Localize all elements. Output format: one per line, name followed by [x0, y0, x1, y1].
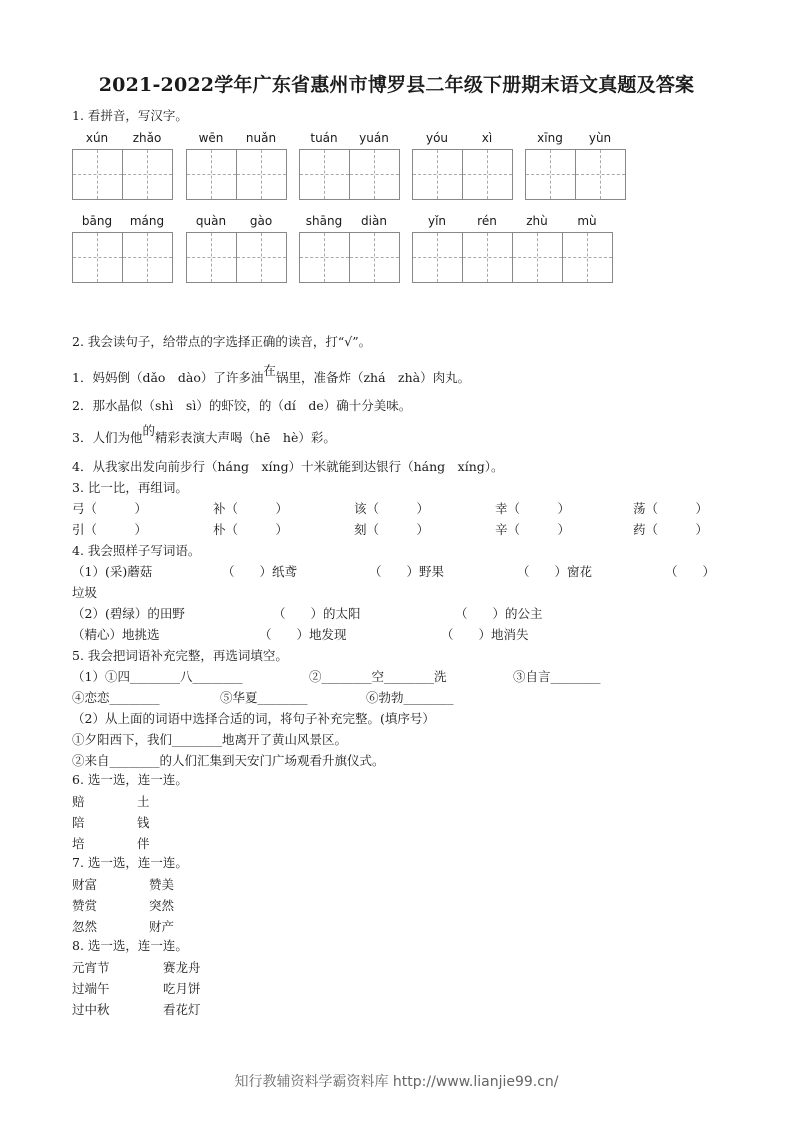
pinyin-label: shāng [305, 214, 343, 228]
writing-cell[interactable] [413, 233, 463, 282]
q4-heading: 4. 我会照样子写词语。 [72, 543, 201, 558]
q2-s1-part-c: 锅里，准备炸（zhá zhà）肉丸。 [275, 370, 471, 385]
q2-s3-raised-char: 的 [142, 423, 155, 438]
pinyin-label: xì [481, 131, 493, 145]
writing-cell[interactable] [350, 233, 399, 282]
q7-left-item: 赞赏 [72, 898, 98, 913]
q8-left-item: 过端午 [72, 981, 110, 996]
q8-left-item: 过中秋 [72, 1002, 110, 1017]
pinyin-label: zhù [526, 214, 548, 228]
pinyin-group [412, 214, 613, 283]
q7-right-item: 突然 [149, 898, 175, 913]
pinyin-label: yóu [425, 131, 449, 145]
q5-item: ⑥勃勃________ [366, 690, 454, 705]
pinyin-group [299, 131, 400, 200]
writing-cell[interactable] [513, 233, 563, 282]
q7-right-item: 赞美 [149, 877, 175, 892]
q4-item: （ ）的公主 [455, 606, 543, 621]
q7-heading: 7. 选一选，连一连。 [72, 855, 188, 870]
q5-item: ⑤华夏________ [220, 690, 308, 705]
q5-item: ③自言________ [513, 669, 601, 684]
q3-item: 补（ ） [213, 501, 289, 516]
writing-cell[interactable] [237, 150, 286, 199]
q4-item: （ ）窗花 [517, 564, 593, 579]
q2-s1-part-a: 1．妈妈倒（dǎo dào）了许多油 [72, 370, 264, 385]
pinyin-group [72, 131, 173, 200]
q3-item: 弓（ ） [72, 501, 148, 516]
pinyin-label: yùn [588, 131, 612, 145]
q5-sentence-2: ②来自________的人们汇集到天安门广场观看升旗仪式。 [72, 753, 385, 768]
pinyin-label: diàn [361, 214, 387, 228]
q1-heading: 1. 看拼音，写汉字。 [72, 108, 188, 123]
q3-item: 该（ ） [354, 501, 430, 516]
pinyin-label: xún [85, 131, 109, 145]
q4-item: （ ）野果 [369, 564, 445, 579]
q7-right-item: 财产 [149, 919, 175, 934]
q2-s3-part-c: 精彩表演大声喝（hē hè）彩。 [154, 430, 336, 445]
q6-left-item: 培 [72, 836, 85, 851]
writing-cell[interactable] [73, 233, 123, 282]
writing-cell[interactable] [463, 150, 512, 199]
q4-item: （ ）地消失 [441, 627, 529, 642]
q5-item: ④恋恋________ [72, 690, 160, 705]
writing-cell[interactable] [526, 150, 576, 199]
q2-s1-raised-char: 在 [263, 363, 276, 378]
q8-heading: 8. 选一选，连一连。 [72, 938, 188, 953]
pinyin-group [72, 214, 173, 283]
q2-sentence-4: 4．从我家出发向前步行（háng xíng）十米就能到达银行（háng xíng）。 [72, 459, 504, 474]
q8-right-item: 赛龙舟 [163, 960, 201, 975]
pinyin-label: yǐn [427, 214, 447, 228]
pinyin-label: wēn [198, 131, 224, 145]
pinyin-label: mù [577, 214, 597, 228]
q2-sentence-1 [72, 363, 471, 386]
q4-item: （ ）地发现 [259, 627, 347, 642]
q6-heading: 6. 选一选，连一连。 [72, 772, 188, 787]
q4-item: （ ）的太阳 [273, 606, 361, 621]
q2-heading: 2. 我会读句子，给带点的字选择正确的读音，打“√”。 [72, 334, 372, 349]
pinyin-label: rén [477, 214, 497, 228]
q3-item: 朴（ ） [213, 522, 289, 537]
q2-sentence-3 [72, 423, 336, 446]
q4-item: （1）(采)蘑菇 [72, 564, 153, 579]
pinyin-label: quàn [195, 214, 227, 228]
pinyin-group [525, 131, 626, 200]
q4-item: （2）(碧绿）的田野 [72, 606, 185, 621]
q3-item: 药（ ） [633, 522, 709, 537]
footer-watermark: 知行教辅资料学霸资料库 http://www.lianjie99.cn/ [234, 1074, 559, 1090]
pinyin-label: bāng [81, 214, 113, 228]
page-title: 2021-2022学年广东省惠州市博罗县二年级下册期末语文真题及答案 [98, 74, 695, 96]
q7-left-item: 忽然 [72, 919, 98, 934]
writing-cell[interactable] [123, 150, 172, 199]
pinyin-label: tuán [310, 131, 338, 145]
writing-cell[interactable] [563, 233, 612, 282]
writing-cell[interactable] [300, 150, 350, 199]
writing-cell[interactable] [187, 233, 237, 282]
pinyin-group [412, 131, 513, 200]
pinyin-label: gào [249, 214, 273, 228]
q8-left-item: 元宵节 [72, 960, 110, 975]
writing-cell[interactable] [187, 150, 237, 199]
pinyin-label: zhǎo [132, 131, 162, 145]
q3-item: 幸（ ） [495, 501, 571, 516]
q4-item: （ ）纸鸢 [222, 564, 298, 579]
writing-cell[interactable] [350, 150, 399, 199]
pinyin-group [186, 214, 287, 283]
q8-right-item: 吃月饼 [163, 981, 201, 996]
writing-cell[interactable] [73, 150, 123, 199]
writing-cell[interactable] [123, 233, 172, 282]
pinyin-group [186, 131, 287, 200]
q5-item: （1）①四________八________ [72, 669, 243, 684]
q3-item: 辛（ ） [495, 522, 571, 537]
pinyin-label: xīng [537, 131, 563, 145]
q6-right-item: 土 [137, 794, 150, 809]
pinyin-label: máng [129, 214, 165, 228]
q3-item: 引（ ） [72, 522, 148, 537]
q2-sentence-2: 2．那水晶似（shì sì）的虾饺，的（dí de）确十分美味。 [72, 398, 412, 413]
writing-cell[interactable] [237, 233, 286, 282]
q4-item: 垃圾 [72, 585, 98, 600]
writing-cell[interactable] [300, 233, 350, 282]
q6-right-item: 伴 [137, 836, 150, 851]
q3-item: 荡（ ） [633, 501, 709, 516]
q3-heading: 3. 比一比，再组词。 [72, 480, 188, 495]
q4-item: （ ） [665, 564, 716, 579]
q5-item: ②________空________洗 [309, 669, 447, 684]
q6-left-item: 赔 [72, 794, 85, 809]
writing-cell[interactable] [576, 150, 625, 199]
q6-right-item: 钱 [137, 815, 150, 830]
q4-item: （精心）地挑选 [72, 627, 160, 642]
pinyin-label: nuǎn [245, 131, 277, 145]
writing-cell[interactable] [413, 150, 463, 199]
q3-item: 刻（ ） [354, 522, 430, 537]
pinyin-label: yuán [359, 131, 389, 145]
q7-left-item: 财富 [72, 877, 98, 892]
q6-left-item: 陪 [72, 815, 85, 830]
q5-heading: 5. 我会把词语补充完整，再选词填空。 [72, 648, 288, 663]
q2-s3-part-a: 3．人们为他 [72, 430, 143, 445]
q8-right-item: 看花灯 [163, 1002, 201, 1017]
writing-cell[interactable] [463, 233, 513, 282]
q5-instruction: （2）从上面的词语中选择合适的词，将句子补充完整。(填序号） [72, 711, 435, 726]
q5-sentence-1: ①夕阳西下，我们________地离开了黄山风景区。 [72, 732, 348, 747]
pinyin-group [299, 214, 400, 283]
